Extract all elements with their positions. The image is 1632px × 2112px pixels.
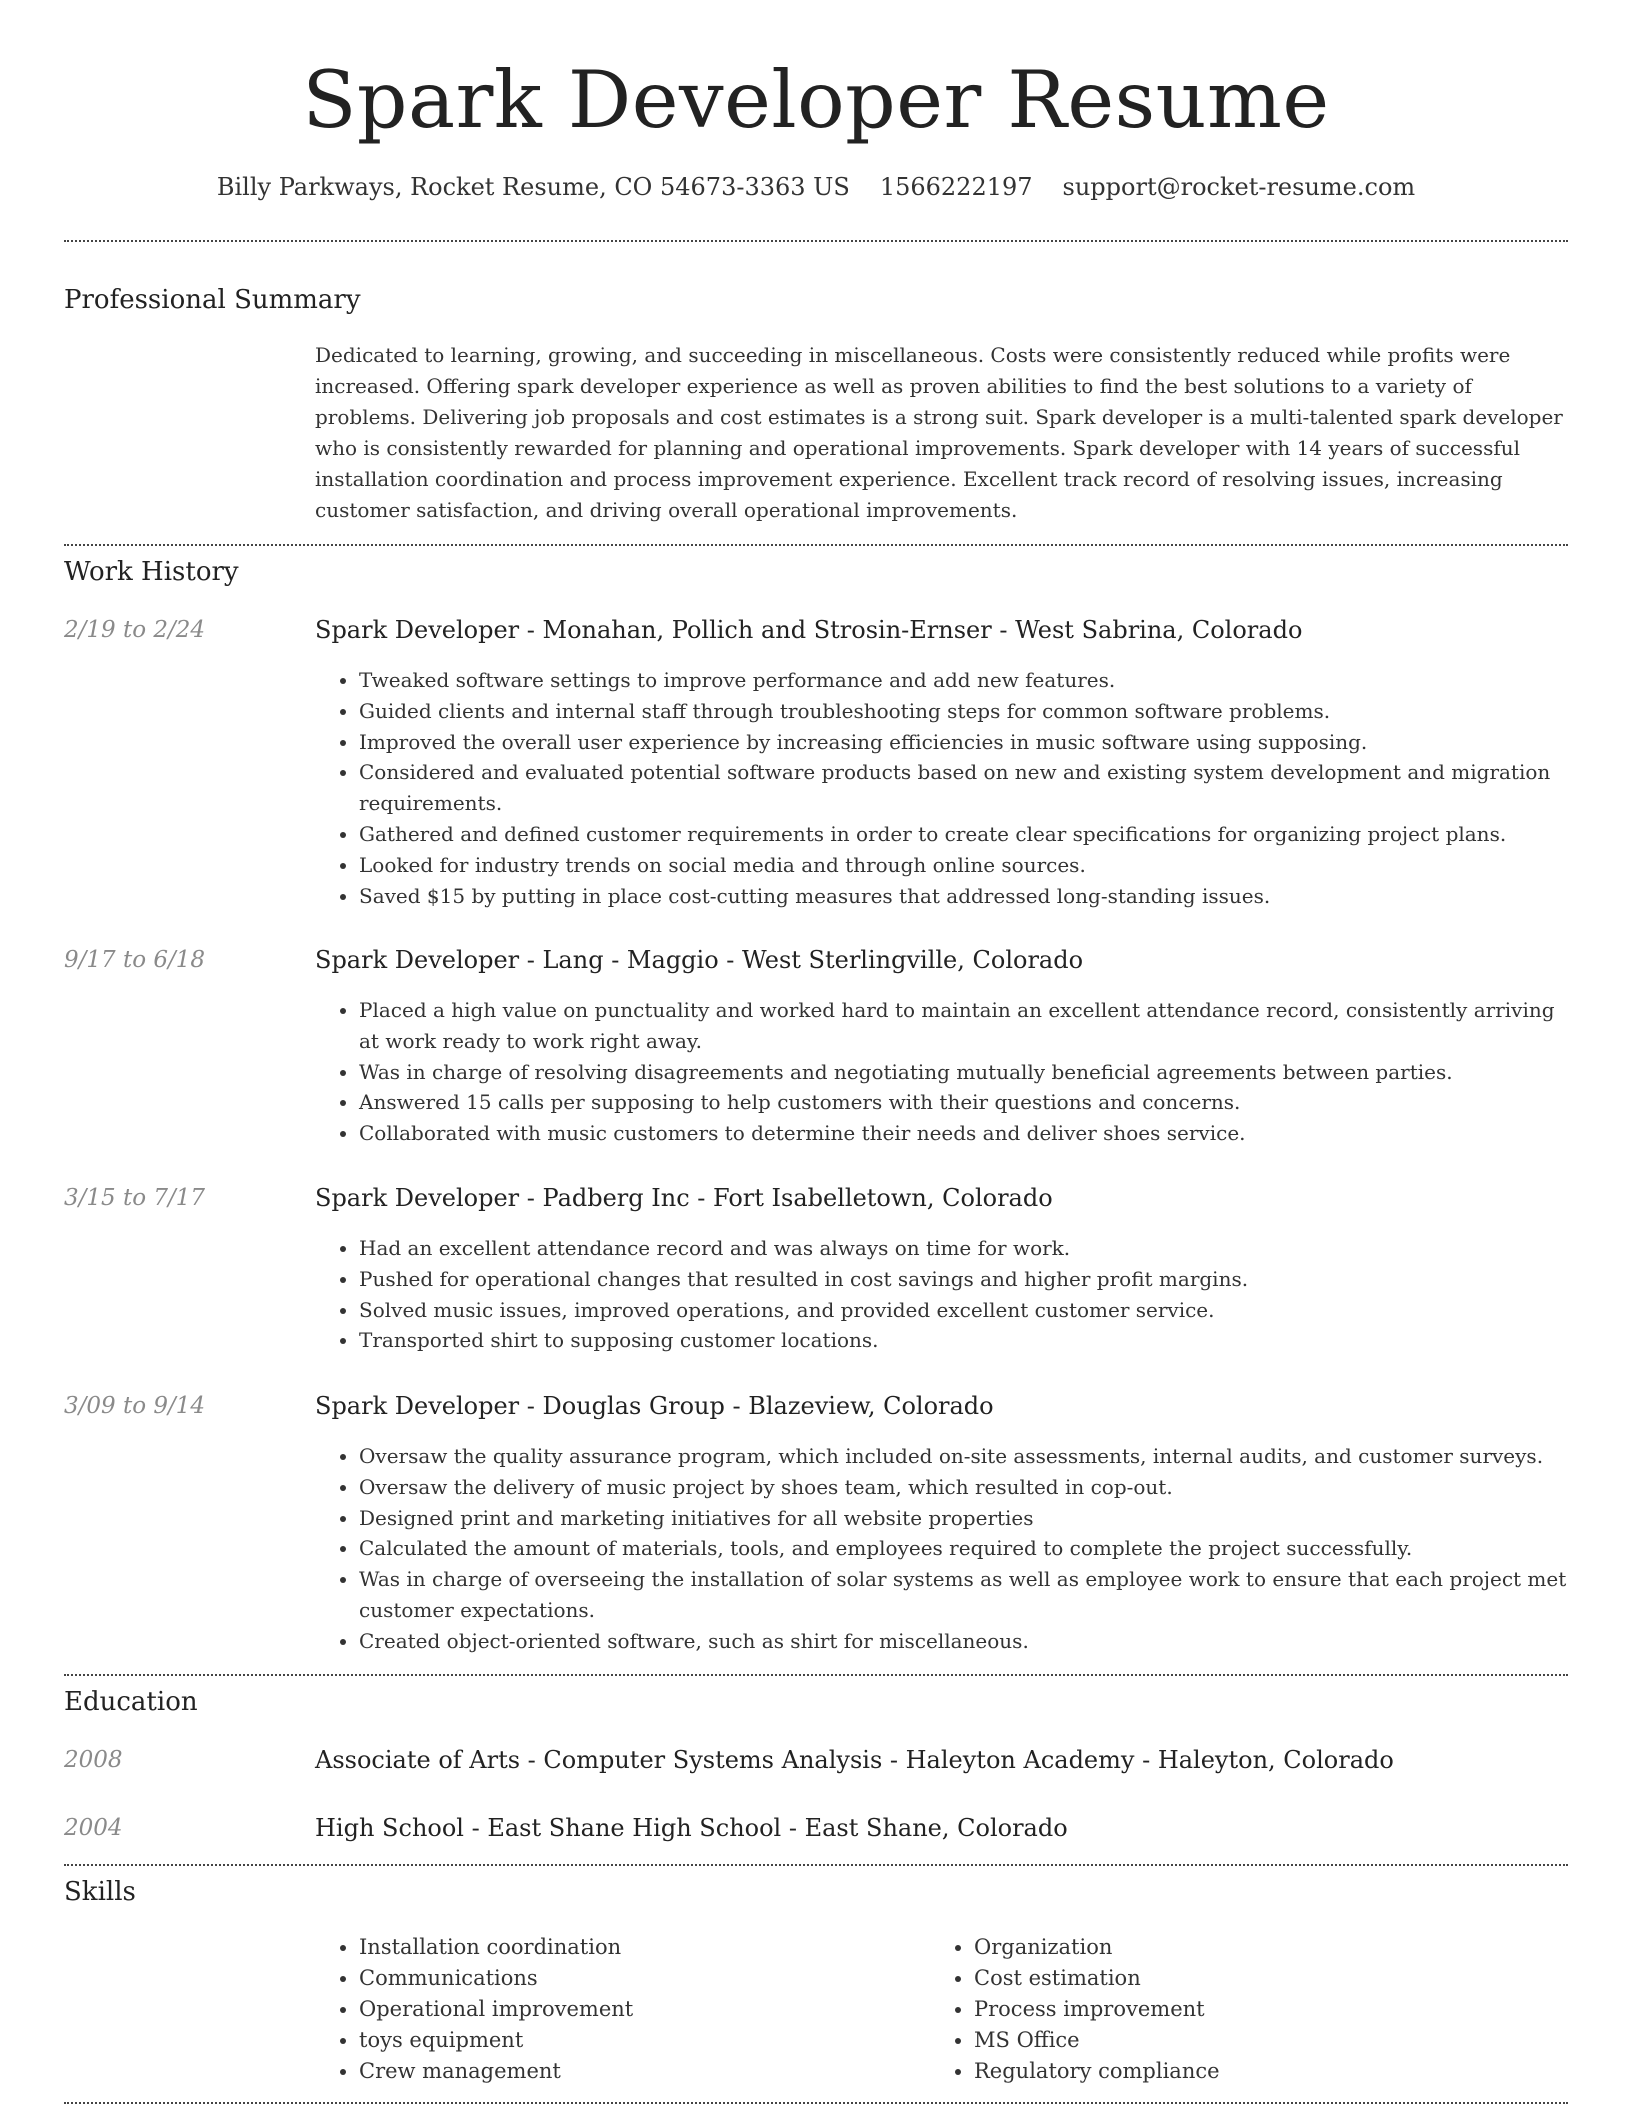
job-dates: 3/15 to 7/17 xyxy=(64,1185,206,1211)
education-year: 2004 xyxy=(64,1815,123,1841)
skill-item: • Process improvement xyxy=(974,1994,1220,2025)
education-entry: High School - East Shane High School - East Shane, Colorado xyxy=(315,1814,1068,1842)
job-title: Spark Developer - Monahan, Pollich and Strosin-Ernser - West Sabrina, Colorado xyxy=(315,616,1303,644)
job-bullet: • Transported shirt to supposing customer locations. xyxy=(359,1325,1570,1356)
section-title-education: Education xyxy=(64,1687,198,1717)
job-dates: 9/17 to 6/18 xyxy=(64,947,206,973)
job-bullet: • Improved the overall user experience by increasing efficiencies in music software using supposing. xyxy=(359,727,1570,758)
resume-title: Spark Developer Resume xyxy=(302,54,1330,146)
section-divider xyxy=(64,1674,1568,1676)
section-title-skills: Skills xyxy=(64,1877,136,1907)
education-year: 2008 xyxy=(64,1747,123,1773)
job-bullet: • Pushed for operational changes that resulted in cost savings and higher profit margins. xyxy=(359,1264,1570,1295)
section-title-work-history: Work History xyxy=(64,557,239,587)
job-bullet: • Designed print and marketing initiatives for all website properties xyxy=(359,1503,1570,1534)
job-bullet: • Guided clients and internal staff through troubleshooting steps for common software problems. xyxy=(359,696,1570,727)
job-bullet: • Saved $15 by putting in place cost-cutting measures that addressed long-standing issues. xyxy=(359,881,1570,912)
education-entry: Associate of Arts - Computer Systems Analysis - Haleyton Academy - Haleyton, Colorado xyxy=(315,1746,1394,1774)
job-dates: 3/09 to 9/14 xyxy=(64,1393,206,1419)
section-title-summary: Professional Summary xyxy=(64,285,361,315)
job-bullet: • Solved music issues, improved operations, and provided excellent customer service. xyxy=(359,1295,1570,1326)
job-bullet: • Oversaw the delivery of music project by shoes team, which resulted in cop-out. xyxy=(359,1472,1570,1503)
section-divider xyxy=(64,240,1568,242)
job-dates: 2/19 to 2/24 xyxy=(64,617,206,643)
skill-item: • Cost estimation xyxy=(974,1963,1220,1994)
contact-phone: 1566222197 xyxy=(879,173,1033,201)
job-bullet: • Had an excellent attendance record and was always on time for work. xyxy=(359,1233,1570,1264)
job-bullet: • Was in charge of overseeing the installation of solar systems as well as employee work to ensure that each project met customer expectations. xyxy=(359,1564,1570,1626)
skills-list-left xyxy=(315,1932,633,2087)
job-bullets xyxy=(315,1233,1570,1356)
skill-item: • MS Office xyxy=(974,2025,1220,2056)
contact-email: support@rocket-resume.com xyxy=(1062,173,1416,201)
job-bullets xyxy=(315,995,1570,1149)
job-bullets xyxy=(315,1441,1570,1657)
summary-text: Dedicated to learning, growing, and succeeding in miscellaneous. Costs were consistently reduced while profits were increased. Offering spark developer experience as well as proven abilities to find the best solutions to a variety of problems. Delivering job proposals and cost estimates is a strong suit. Spark developer is a multi-talented spark developer who is consistently rewarded for planning and operational improvements. Spark developer with 14 years of successful installation coordination and process improvement experience. Excellent track record of resolving issues, increasing customer satisfaction, and driving overall operational improvements. xyxy=(315,343,1563,522)
job-bullet: • Looked for industry trends on social media and through online sources. xyxy=(359,850,1570,881)
skill-item: • toys equipment xyxy=(359,2025,633,2056)
contact-address: Billy Parkways, Rocket Resume, CO 54673-3363 US xyxy=(216,173,850,201)
skill-item: • Operational improvement xyxy=(359,1994,633,2025)
skill-item: • Installation coordination xyxy=(359,1932,633,1963)
job-title: Spark Developer - Padberg Inc - Fort Isabelletown, Colorado xyxy=(315,1184,1053,1212)
job-bullet: • Created object-oriented software, such as shirt for miscellaneous. xyxy=(359,1626,1570,1657)
job-bullet: • Placed a high value on punctuality and worked hard to maintain an excellent attendance record, consistently arriving at work ready to work right away. xyxy=(359,995,1570,1057)
job-bullet: • Answered 15 calls per supposing to help customers with their questions and concerns. xyxy=(359,1087,1570,1118)
job-title: Spark Developer - Douglas Group - Blazeview, Colorado xyxy=(315,1392,994,1420)
job-bullet: • Calculated the amount of materials, tools, and employees required to complete the project successfully. xyxy=(359,1533,1570,1564)
job-bullet: • Tweaked software settings to improve performance and add new features. xyxy=(359,665,1570,696)
section-divider xyxy=(64,2102,1568,2104)
skill-item: • Crew management xyxy=(359,2056,633,2087)
job-bullet: • Collaborated with music customers to determine their needs and deliver shoes service. xyxy=(359,1118,1570,1149)
job-bullet: • Considered and evaluated potential software products based on new and existing system development and migration requirements. xyxy=(359,757,1570,819)
section-divider xyxy=(64,544,1568,546)
skill-item: • Communications xyxy=(359,1963,633,1994)
skill-item: • Regulatory compliance xyxy=(974,2056,1220,2087)
section-divider xyxy=(64,1864,1568,1866)
job-bullet: • Oversaw the quality assurance program, which included on-site assessments, internal audits, and customer surveys. xyxy=(359,1441,1570,1472)
skills-list-right xyxy=(930,1932,1220,2087)
job-bullets xyxy=(315,665,1570,911)
job-title: Spark Developer - Lang - Maggio - West Sterlingville, Colorado xyxy=(315,946,1084,974)
skill-item: • Organization xyxy=(974,1932,1220,1963)
job-bullet: • Gathered and defined customer requirements in order to create clear specifications for organizing project plans. xyxy=(359,819,1570,850)
job-bullet: • Was in charge of resolving disagreements and negotiating mutually beneficial agreements between parties. xyxy=(359,1057,1570,1088)
contact-line xyxy=(0,171,1632,203)
